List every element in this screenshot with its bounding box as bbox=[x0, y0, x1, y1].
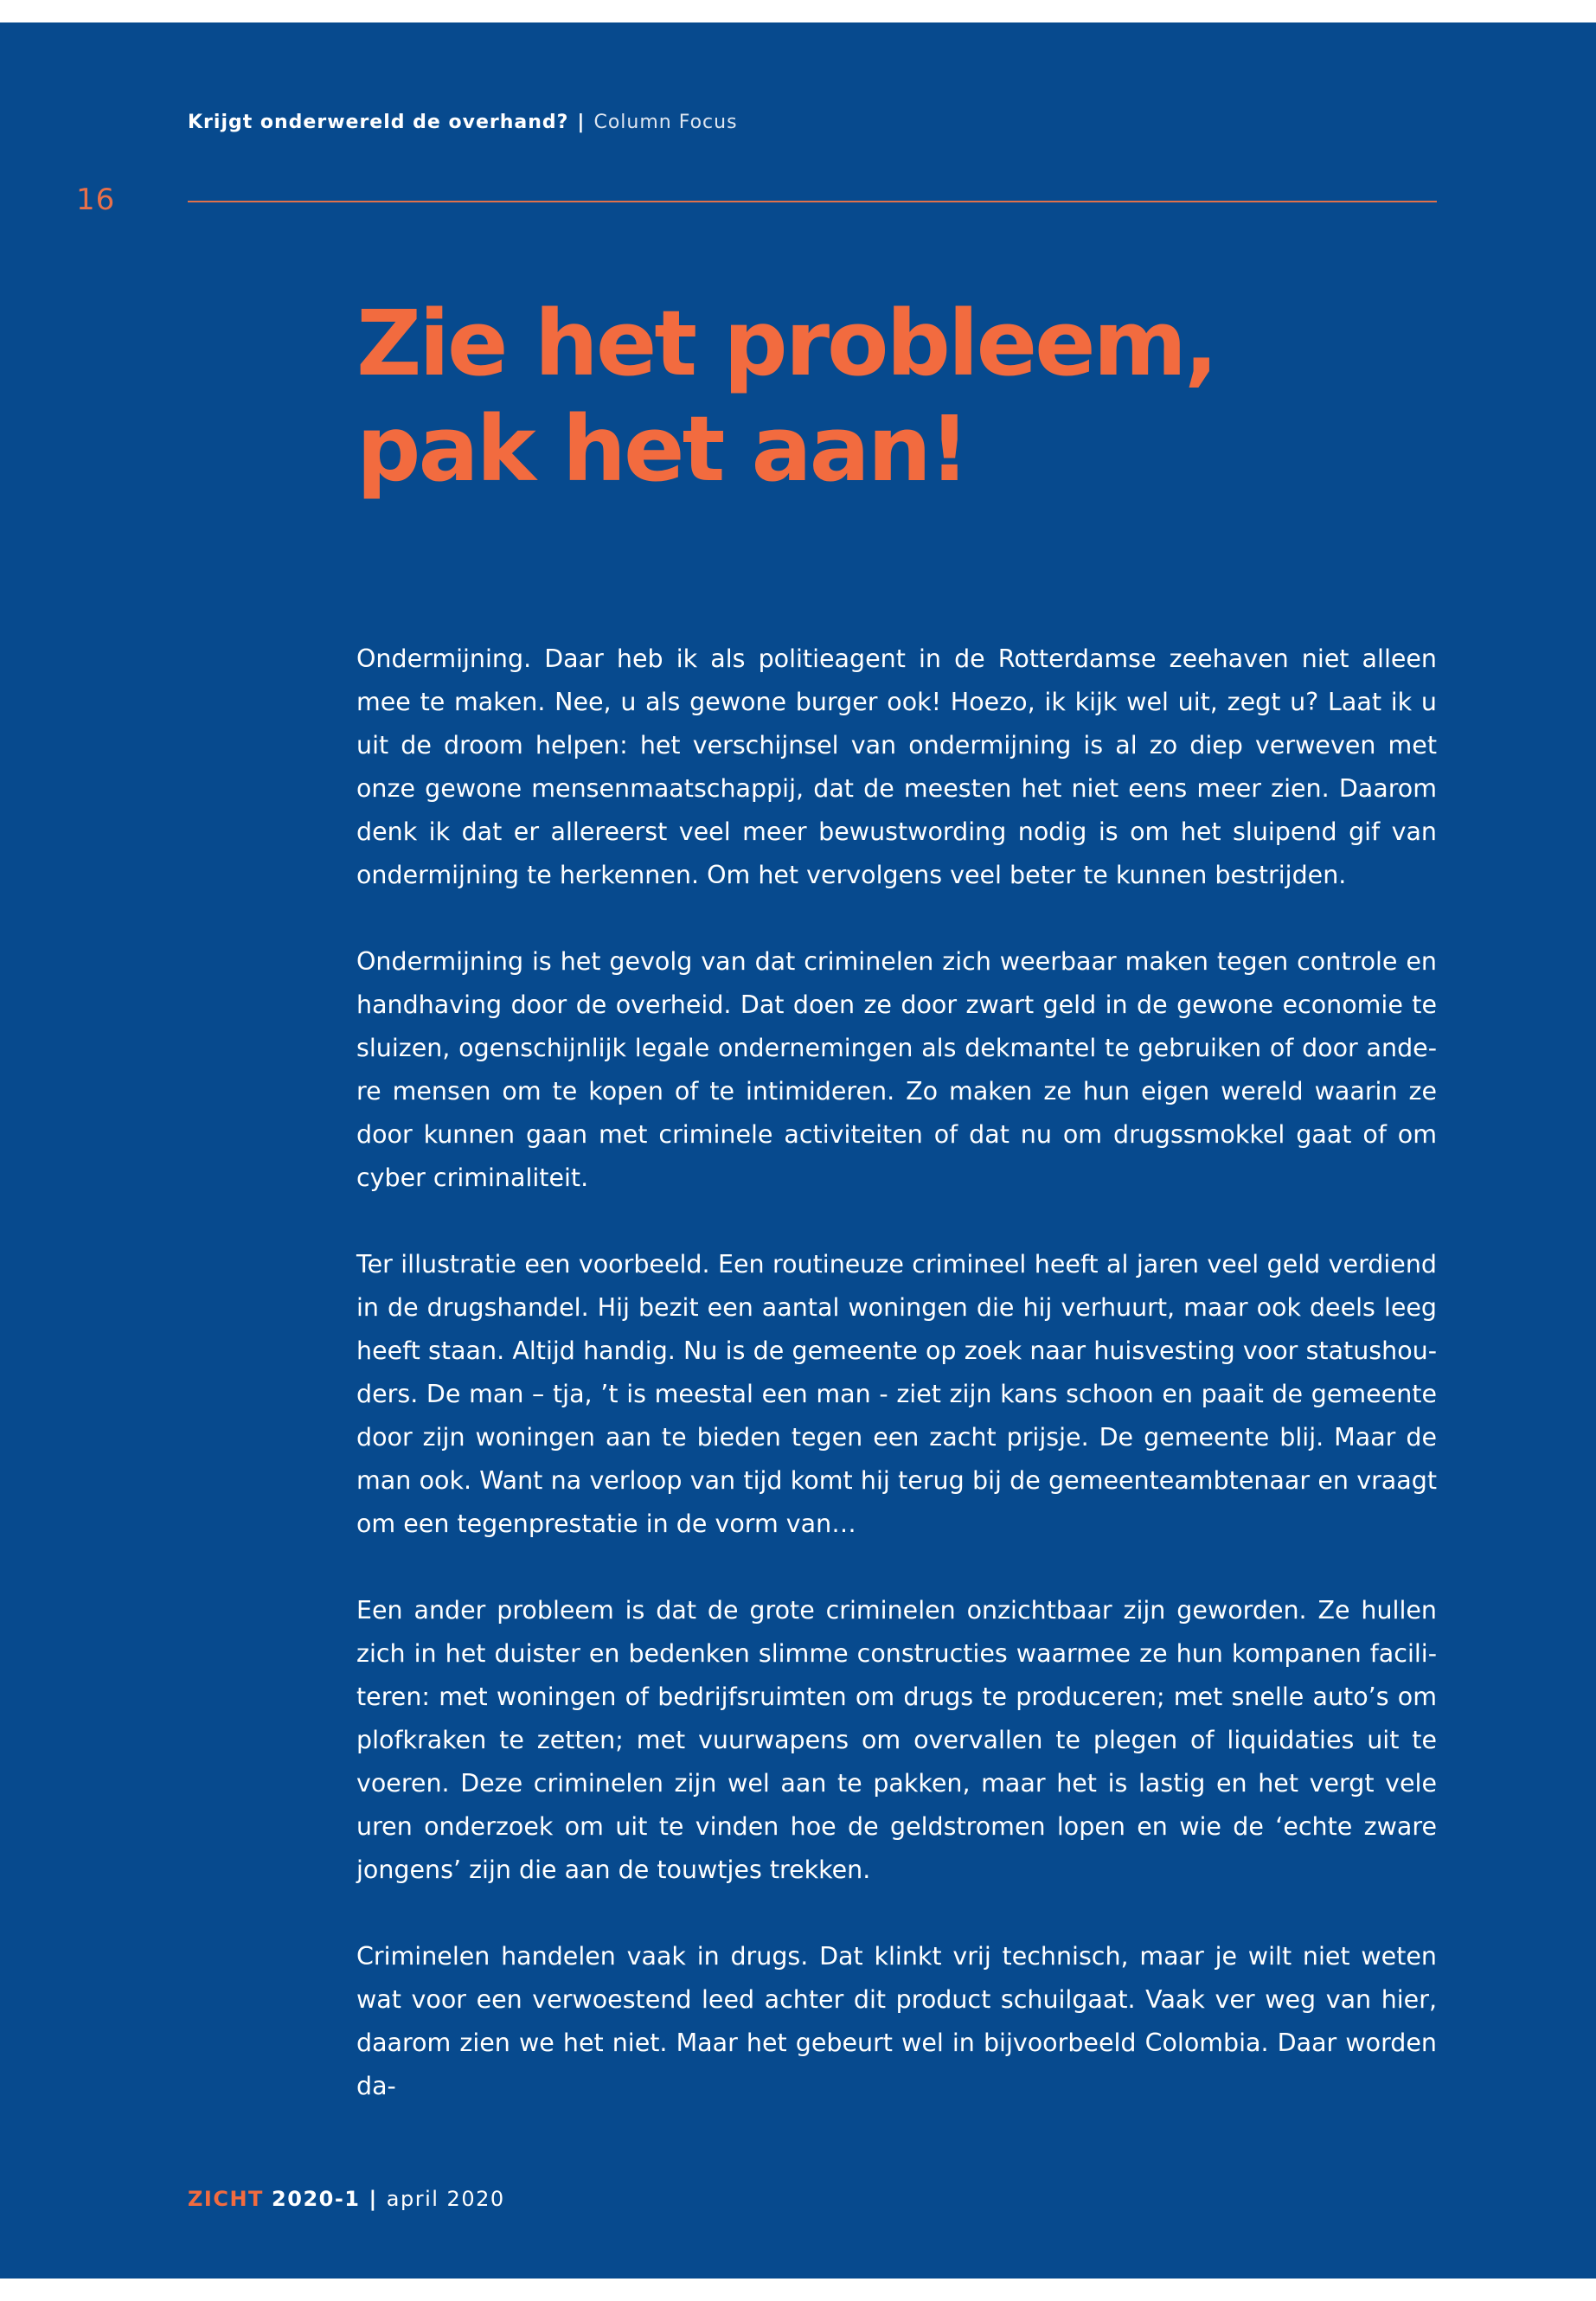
paragraph-2: Ondermijning is het gevolg van dat criminelen zich weerbaar maken tegen controle en handhaving door de overheid. Dat doen ze door zwart geld in de gewone economie te sluizen, ogenschijnlijk legale ondernemingen als dekmantel te gebruiken of door andere mensen om te kopen of te intimideren. Zo maken ze hun eigen wereld waarin ze door kunnen gaan met criminele activiteiten of dat nu om drugssmokkel gaat of om cyber criminaliteit. bbox=[356, 947, 1437, 1192]
paragraph-4: Een ander probleem is dat de grote criminelen onzichtbaar zijn geworden. Ze hullen zich in het duister en bedenken slimme constructies waarmee ze hun kompanen faciliteren: met woningen of bedrijfsruimten om drugs te produceren; met snelle auto’s om plofkraken te zetten; met vuurwapens om overvallen te plegen of liquidaties uit te voeren. Deze criminelen zijn wel aan te pakken, maar het is lastig en het vergt vele uren onderzoek om uit te vinden hoe de geldstromen lopen en wie de ‘echte zware jongens’ zijn die aan de touwtjes trekken. bbox=[356, 1596, 1437, 1884]
header-rule bbox=[188, 201, 1437, 202]
paragraph-5: Criminelen handelen vaak in drugs. Dat klinkt vrij technisch, maar je wilt niet weten wat voor een verwoestend leed achter dit product schuilgaat. Vaak ver weg van hier, daarom zien we het niet. Maar het gebeurt wel in bijvoorbeeld Colombia. Daar worden da- bbox=[356, 1942, 1437, 2100]
footer-date: april 2020 bbox=[386, 2187, 505, 2211]
footer-brand: ZICHT bbox=[188, 2187, 264, 2211]
header-article-title: Krijgt onderwereld de overhand? bbox=[188, 112, 569, 133]
headline-line-2: pak het aan! bbox=[356, 396, 968, 502]
page-number: 16 bbox=[76, 183, 116, 217]
header-section: Column Focus bbox=[593, 112, 738, 133]
page-background bbox=[0, 22, 1596, 2279]
footer-separator: | bbox=[369, 2187, 378, 2211]
running-header bbox=[188, 112, 738, 133]
headline-line-1: Zie het probleem, bbox=[356, 291, 1216, 396]
article-body bbox=[356, 638, 1437, 2151]
footer bbox=[188, 2187, 505, 2211]
headline bbox=[356, 291, 1446, 502]
paragraph-3: Ter illustratie een voorbeeld. Een routineuze crimineel heeft al jaren veel geld verdiend in de drugshandel. Hij bezit een aantal woningen die hij verhuurt, maar ook deels leeg heeft staan. Altijd handig. Nu is de gemeente op zoek naar huisvesting voor statushouders. De man – tja, ’t is meestal een man - ziet zijn kans schoon en paait de gemeente door zijn woningen aan te bieden tegen een zacht prijsje. De gemeente blij. Maar de man ook. Want na verloop van tijd komt hij terug bij de gemeenteambtenaar en vraagt om een tegenprestatie in de vorm van… bbox=[356, 1250, 1437, 1538]
header-separator: | bbox=[577, 112, 586, 133]
footer-issue: 2020-1 bbox=[272, 2187, 361, 2211]
paragraph-1: Ondermijning. Daar heb ik als politieagent in de Rotterdamse zeehaven niet alleen mee te maken. Nee, u als gewone burger ook! Hoezo, ik kijk wel uit, zegt u? Laat ik u uit de droom helpen: het verschijnsel van ondermijning is al zo diep verweven met onze gewone mensenmaatschappij, dat de meesten het niet eens meer zien. Daarom denk ik dat er allereerst veel meer bewustwording nodig is om het sluipend gif van ondermijning te herkennen. Om het vervolgens veel beter te kunnen bestrijden. bbox=[356, 644, 1437, 889]
